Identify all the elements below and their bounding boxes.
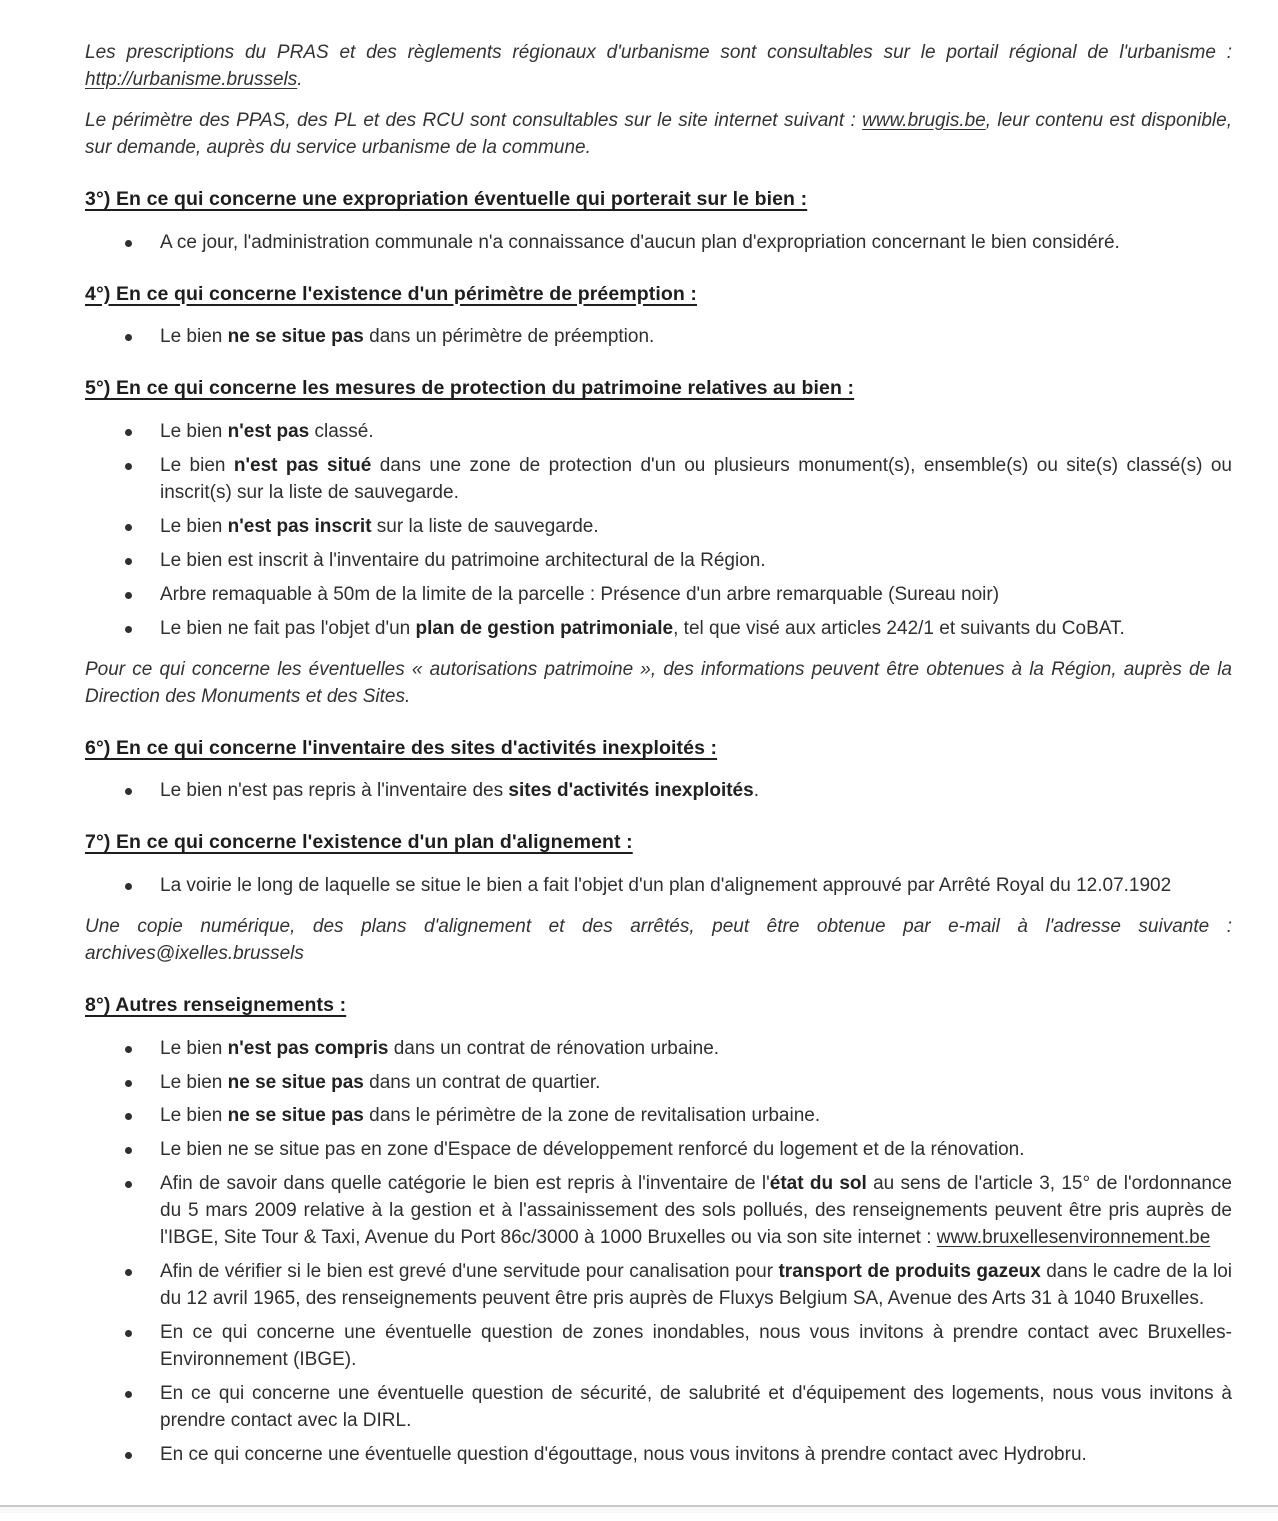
list-item (85, 1259, 1232, 1313)
section-heading-text: 3°) En ce qui concerne une expropriation éventuelle qui porterait sur le bien : (85, 187, 808, 210)
text-segment: classé. (309, 420, 374, 442)
text-segment: transport de produits gazeux (778, 1261, 1041, 1283)
text-segment: Le bien ne fait pas l'objet d'un (160, 617, 416, 639)
list-item (85, 419, 1232, 446)
bullet-list (85, 778, 1232, 805)
list-item (85, 1070, 1232, 1097)
list-item (85, 1036, 1232, 1063)
section-heading (85, 186, 1232, 214)
text-segment: plan de gestion patrimoniale (415, 617, 674, 639)
list-item (85, 230, 1232, 257)
list-item (85, 514, 1232, 541)
list-item (85, 1171, 1232, 1252)
text-segment: Le bien (160, 1071, 228, 1093)
text-segment: A ce jour, l'administration communale n'a connaissance d'aucun plan d'expropriation concernant le bien considéré. (160, 231, 1120, 253)
section-heading-text: 7°) En ce qui concerne l'existence d'un plan d'alignement : (85, 831, 633, 854)
list-item (85, 1381, 1232, 1435)
text-segment: Arbre remaquable à 50m de la limite de la parcelle : Présence d'un arbre remarquable (Sureau noir) (160, 583, 1000, 605)
text-segment: , tel que visé aux articles 242/1 et suivants du CoBAT. (673, 617, 1125, 639)
section-heading-text: 5°) En ce qui concerne les mesures de protection du patrimoine relatives au bien : (85, 377, 855, 400)
note-paragraph (85, 40, 1232, 94)
text-segment: n'est pas situé (233, 454, 372, 476)
text-segment: dans un contrat de rénovation urbaine. (388, 1037, 720, 1059)
list-item (85, 1103, 1232, 1130)
list-item (85, 873, 1232, 900)
section-heading (85, 992, 1232, 1020)
text-segment: ne se situe pas (227, 1071, 364, 1093)
note-paragraph (85, 657, 1232, 711)
text-segment: La voirie le long de laquelle se situe le bien a fait l'objet d'un plan d'alignement approuvé par Arrêté Royal du 12.07.1902 (160, 874, 1172, 896)
text-segment: En ce qui concerne une éventuelle question d'égouttage, nous vous invitons à prendre contact avec Hydrobru. (160, 1444, 1087, 1466)
text-segment: Les prescriptions du PRAS et des règlements régionaux d'urbanisme sont consultables sur le portail régional de l'urbanisme : (85, 42, 1232, 63)
text-segment: Le bien ne se situe pas en zone d'Espace de développement renforcé du logement et de la rénovation. (160, 1139, 1025, 1161)
note-paragraph (85, 108, 1232, 162)
text-segment: Le bien (160, 326, 228, 348)
text-segment: Le périmètre des PPAS, des PL et des RCU sont consultables sur le site internet suivant : (85, 109, 863, 131)
section-heading (85, 281, 1232, 309)
list-item (85, 1137, 1232, 1164)
text-segment: dans un contrat de quartier. (363, 1071, 601, 1093)
text-segment: Le bien (160, 454, 234, 476)
text-segment: Le bien (160, 515, 228, 537)
text-segment: Afin de vérifier si le bien est grevé d'une servitude pour canalisation pour (160, 1261, 779, 1283)
bullet-list (85, 324, 1232, 351)
url-link: http://urbanisme.brussels (85, 68, 298, 90)
url-link: www.bruxellesenvironnement.be (936, 1227, 1211, 1249)
text-segment: Le bien (160, 1105, 228, 1127)
section-heading (85, 735, 1232, 763)
section-heading (85, 375, 1232, 403)
list-item (85, 1442, 1232, 1469)
text-segment: dans le cadre de la loi du 12 avril 1965, des renseignements peuvent être pris auprès de Fluxys Belgium SA, Avenue des Arts 31 à 1040 Bruxelles. (160, 1261, 1233, 1310)
bullet-list (85, 419, 1232, 643)
text-segment: dans le périmètre de la zone de revitalisation urbaine. (363, 1105, 821, 1127)
text-segment: sur la liste de sauvegarde. (371, 515, 599, 537)
text-segment: En ce qui concerne une éventuelle question de zones inondables, nous vous invitons à prendre contact avec Bruxelles-Environnement (IBGE). (160, 1322, 1232, 1371)
list-item (85, 1320, 1232, 1374)
text-segment: Le bien est inscrit à l'inventaire du patrimoine architectural de la Région. (160, 549, 766, 571)
text-segment: n'est pas compris (227, 1037, 389, 1059)
text-segment: Le bien (160, 1037, 228, 1059)
text-segment: dans un périmètre de préemption. (363, 326, 655, 348)
section-heading-text: 4°) En ce qui concerne l'existence d'un périmètre de préemption : (85, 282, 697, 305)
list-item (85, 582, 1232, 609)
text-segment: Une copie numérique, des plans d'alignement et des arrêtés, peut être obtenue par e-mail à l'adresse suivante : archives@ixelles.brussels (85, 915, 1232, 964)
text-segment: n'est pas (227, 420, 310, 442)
text-segment: n'est pas inscrit (227, 515, 372, 537)
text-segment: Pour ce qui concerne les éventuelles « autorisations patrimoine », des informations peuvent être obtenues à la Région, auprès de la Direction des Monuments et des Sites. (85, 658, 1232, 707)
text-segment: dans une zone de protection d'un ou plusieurs monument(s), ensemble(s) ou site(s) classé(s) ou inscrit(s) sur la liste de sauvegarde. (160, 454, 1232, 503)
list-item (85, 616, 1232, 643)
bullet-list (85, 230, 1232, 257)
text-segment: Afin de savoir dans quelle catégorie le bien est repris à l'inventaire de l' (160, 1173, 770, 1195)
text-segment: Le bien n'est pas repris à l'inventaire des (160, 780, 509, 802)
note-paragraph (85, 914, 1232, 968)
text-segment: ne se situe pas (227, 1105, 364, 1127)
text-segment: ne se situe pas (227, 326, 364, 348)
text-segment: sites d'activités inexploités (508, 780, 754, 802)
text-segment: au sens de l'article 3, 15° de l'ordonnance du 5 mars 2009 relative à la gestion et à l'assainissement des sols pollués, des renseignements peuvent être pris auprès de l'IBGE, Site Tour & Taxi, Avenue du Port 86c/3000 à 1000 Bruxelles ou via son site internet : (160, 1173, 1232, 1249)
text-segment: Le bien (160, 420, 228, 442)
bullet-list (85, 873, 1232, 900)
text-segment: En ce qui concerne une éventuelle question de sécurité, de salubrité et d'équipement des logements, nous vous invitons à prendre contact avec la DIRL. (160, 1383, 1232, 1432)
bullet-list (85, 1036, 1232, 1470)
text-segment: , leur contenu est disponible, sur demande, auprès du service urbanisme de la commune. (85, 109, 1232, 158)
page-bottom-rule (0, 1505, 1278, 1513)
text-segment: . (753, 780, 759, 802)
section-heading (85, 829, 1232, 857)
section-heading-text: 8°) Autres renseignements : (85, 993, 347, 1016)
list-item (85, 778, 1232, 805)
url-link: www.brugis.be (862, 109, 986, 131)
text-segment: . (297, 68, 303, 90)
text-segment: état du sol (769, 1173, 867, 1195)
section-heading-text: 6°) En ce qui concerne l'inventaire des sites d'activités inexploités : (85, 736, 718, 759)
list-item (85, 548, 1232, 575)
list-item (85, 324, 1232, 351)
list-item (85, 453, 1232, 507)
